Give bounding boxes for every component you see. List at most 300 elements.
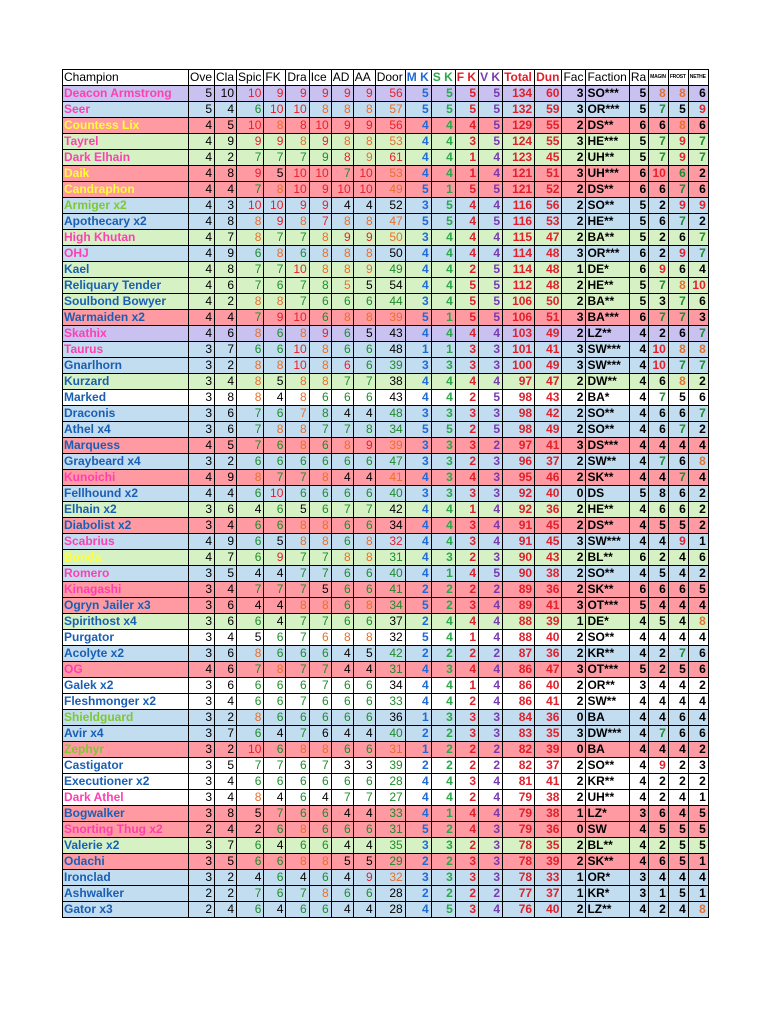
rank-cell: 4 <box>629 406 648 422</box>
stat-cell: 6 <box>237 454 264 470</box>
stat-cell: 6 <box>286 486 309 502</box>
affinity-cell: 8 <box>668 374 688 390</box>
stat-cell: 9 <box>215 134 237 150</box>
affinity-cell: 2 <box>688 518 708 534</box>
stat-cell: 4 <box>479 326 503 342</box>
stat-cell: 51 <box>535 310 562 326</box>
stat-cell: 3 <box>405 294 431 310</box>
stat-cell: 3 <box>431 470 455 486</box>
stat-cell: 4 <box>479 790 503 806</box>
affinity-cell: 2 <box>688 486 708 502</box>
stat-cell: 5 <box>405 630 431 646</box>
stat-cell: 4 <box>479 630 503 646</box>
stat-cell: 6 <box>264 342 286 358</box>
faction-cell: LZ** <box>586 902 629 918</box>
stat-cell: 8 <box>286 422 309 438</box>
stat-cell: 7 <box>237 438 264 454</box>
table-row <box>63 726 709 742</box>
affinity-cell: 4 <box>649 870 669 886</box>
stat-cell: 5 <box>405 422 431 438</box>
rank-cell: 4 <box>629 470 648 486</box>
stat-cell: 6 <box>331 742 353 758</box>
stat-cell: 49 <box>535 358 562 374</box>
stat-cell: 4 <box>431 678 455 694</box>
faction-cell: BL** <box>586 838 629 854</box>
stat-cell: 4 <box>479 598 503 614</box>
stat-cell: 8 <box>286 118 309 134</box>
stat-cell: 9 <box>331 86 353 102</box>
stat-cell: 7 <box>309 550 331 566</box>
stat-cell: 10 <box>286 102 309 118</box>
stat-cell: 6 <box>215 598 237 614</box>
stat-cell: 3 <box>479 726 503 742</box>
rank-cell: 6 <box>629 582 648 598</box>
stat-cell: 42 <box>375 502 405 518</box>
stat-cell: 35 <box>535 726 562 742</box>
affinity-cell: 9 <box>668 198 688 214</box>
stat-cell: 4 <box>189 118 215 134</box>
stat-cell: 4 <box>479 774 503 790</box>
stat-cell: 5 <box>479 566 503 582</box>
stat-cell: 4 <box>431 614 455 630</box>
stat-cell: 2 <box>479 758 503 774</box>
stat-cell: 8 <box>309 342 331 358</box>
stat-cell: 3 <box>189 582 215 598</box>
stat-cell: 3 <box>405 406 431 422</box>
stat-cell: 5 <box>431 86 455 102</box>
stat-cell: 1 <box>455 502 478 518</box>
stat-cell: 9 <box>353 118 375 134</box>
affinity-cell: 4 <box>649 534 669 550</box>
rank-cell: 4 <box>629 326 648 342</box>
stat-cell: 8 <box>215 214 237 230</box>
affinity-cell: 7 <box>649 134 669 150</box>
stat-cell: 2 <box>215 150 237 166</box>
stat-cell: 3 <box>479 838 503 854</box>
stat-cell: 2 <box>405 614 431 630</box>
stat-cell: 8 <box>353 630 375 646</box>
column-header: Champion <box>63 70 189 86</box>
rank-cell: 4 <box>629 774 648 790</box>
stat-cell: 4 <box>215 310 237 326</box>
stat-cell: 5 <box>215 438 237 454</box>
stat-cell: 2 <box>562 758 586 774</box>
stat-cell: 6 <box>353 566 375 582</box>
stat-cell: 1 <box>562 262 586 278</box>
stat-cell: 6 <box>309 774 331 790</box>
champion-name: Seer <box>63 102 189 118</box>
stat-cell: 3 <box>189 774 215 790</box>
affinity-cell: 7 <box>668 214 688 230</box>
stat-cell: 57 <box>375 102 405 118</box>
table-row <box>63 486 709 502</box>
stat-cell: 5 <box>353 854 375 870</box>
stat-cell: 7 <box>215 726 237 742</box>
rank-cell: 4 <box>629 630 648 646</box>
affinity-cell: 2 <box>649 902 669 918</box>
stat-cell: 103 <box>503 326 535 342</box>
affinity-cell: 2 <box>649 646 669 662</box>
stat-cell: 7 <box>237 150 264 166</box>
stat-cell: 28 <box>375 902 405 918</box>
stat-cell: 3 <box>455 870 478 886</box>
stat-cell: 89 <box>503 582 535 598</box>
column-header: Total <box>503 70 535 86</box>
table-row <box>63 854 709 870</box>
stat-cell: 8 <box>237 358 264 374</box>
rank-cell: 3 <box>629 806 648 822</box>
stat-cell: 2 <box>455 422 478 438</box>
stat-cell: 2 <box>455 262 478 278</box>
champion-name: Daik <box>63 166 189 182</box>
stat-cell: 4 <box>455 806 478 822</box>
stat-cell: 1 <box>431 566 455 582</box>
stat-cell: 3 <box>479 710 503 726</box>
stat-cell: 4 <box>431 262 455 278</box>
affinity-cell: 2 <box>688 422 708 438</box>
stat-cell: 4 <box>331 870 353 886</box>
stat-cell: 35 <box>535 838 562 854</box>
affinity-cell: 2 <box>688 678 708 694</box>
affinity-cell: 6 <box>668 262 688 278</box>
stat-cell: 39 <box>375 358 405 374</box>
stat-cell: 124 <box>503 134 535 150</box>
affinity-cell: 9 <box>688 102 708 118</box>
stat-cell: 8 <box>309 518 331 534</box>
stat-cell: 3 <box>431 870 455 886</box>
faction-cell: KR* <box>586 886 629 902</box>
affinity-cell: 6 <box>649 582 669 598</box>
rank-cell: 5 <box>629 214 648 230</box>
stat-cell: 7 <box>237 422 264 438</box>
champion-name: Snorting Thug x2 <box>63 822 189 838</box>
table-row <box>63 214 709 230</box>
stat-cell: 97 <box>503 374 535 390</box>
stat-cell: 8 <box>309 246 331 262</box>
stat-cell: 10 <box>286 166 309 182</box>
stat-cell: 4 <box>431 246 455 262</box>
stat-cell: 7 <box>264 230 286 246</box>
table-row <box>63 662 709 678</box>
affinity-cell: 6 <box>649 214 669 230</box>
stat-cell: 8 <box>215 262 237 278</box>
stat-cell: 48 <box>375 406 405 422</box>
champion-name: Candraphon <box>63 182 189 198</box>
stat-cell: 4 <box>405 694 431 710</box>
stat-cell: 76 <box>503 902 535 918</box>
affinity-cell: 8 <box>649 486 669 502</box>
stat-cell: 2 <box>431 886 455 902</box>
table-row <box>63 246 709 262</box>
stat-cell: 40 <box>535 678 562 694</box>
stat-cell: 45 <box>535 534 562 550</box>
stat-cell: 8 <box>264 294 286 310</box>
stat-cell: 3 <box>189 870 215 886</box>
stat-cell: 10 <box>286 182 309 198</box>
table-row <box>63 326 709 342</box>
stat-cell: 9 <box>309 182 331 198</box>
table-row <box>63 518 709 534</box>
affinity-cell: 4 <box>649 598 669 614</box>
stat-cell: 3 <box>405 838 431 854</box>
affinity-cell: 4 <box>649 470 669 486</box>
stat-cell: 6 <box>309 310 331 326</box>
stat-cell: 2 <box>405 886 431 902</box>
stat-cell: 10 <box>237 86 264 102</box>
stat-cell: 8 <box>237 390 264 406</box>
stat-cell: 2 <box>562 390 586 406</box>
stat-cell: 9 <box>353 262 375 278</box>
table-row <box>63 150 709 166</box>
rank-cell: 4 <box>629 438 648 454</box>
rank-cell: 4 <box>629 726 648 742</box>
stat-cell: 6 <box>309 870 331 886</box>
champion-table <box>62 69 709 918</box>
stat-cell: 2 <box>562 566 586 582</box>
affinity-cell: 1 <box>688 854 708 870</box>
stat-cell: 8 <box>286 374 309 390</box>
affinity-cell: 6 <box>649 854 669 870</box>
stat-cell: 55 <box>535 118 562 134</box>
table-row <box>63 470 709 486</box>
stat-cell: 4 <box>455 198 478 214</box>
stat-cell: 8 <box>353 102 375 118</box>
stat-cell: 4 <box>431 518 455 534</box>
stat-cell: 61 <box>375 150 405 166</box>
column-header: Cla <box>215 70 237 86</box>
stat-cell: 48 <box>375 342 405 358</box>
stat-cell: 8 <box>309 230 331 246</box>
stat-cell: 4 <box>353 198 375 214</box>
rank-cell: 5 <box>629 230 648 246</box>
table-row <box>63 710 709 726</box>
affinity-cell: 2 <box>649 198 669 214</box>
table-row <box>63 550 709 566</box>
affinity-cell: 6 <box>649 182 669 198</box>
stat-cell: 7 <box>215 550 237 566</box>
stat-cell: 4 <box>189 438 215 454</box>
stat-cell: 8 <box>331 438 353 454</box>
stat-cell: 51 <box>535 166 562 182</box>
stat-cell: 8 <box>264 662 286 678</box>
table-row <box>63 118 709 134</box>
stat-cell: 4 <box>189 550 215 566</box>
stat-cell: 8 <box>264 246 286 262</box>
column-header: V K <box>479 70 503 86</box>
affinity-cell: 4 <box>668 630 688 646</box>
stat-cell: 8 <box>331 134 353 150</box>
stat-cell: 56 <box>375 86 405 102</box>
stat-cell: 7 <box>353 502 375 518</box>
stat-cell: 5 <box>431 102 455 118</box>
stat-cell: 9 <box>353 150 375 166</box>
stat-cell: 32 <box>375 870 405 886</box>
affinity-cell: 10 <box>649 358 669 374</box>
stat-cell: 5 <box>479 102 503 118</box>
stat-cell: 8 <box>309 534 331 550</box>
stat-cell: 78 <box>503 854 535 870</box>
stat-cell: 5 <box>331 854 353 870</box>
affinity-cell: 4 <box>688 710 708 726</box>
stat-cell: 6 <box>331 486 353 502</box>
stat-cell: 2 <box>215 454 237 470</box>
affinity-cell: 4 <box>668 550 688 566</box>
stat-cell: 6 <box>331 678 353 694</box>
stat-cell: 47 <box>375 214 405 230</box>
stat-cell: 10 <box>286 358 309 374</box>
stat-cell: 6 <box>286 902 309 918</box>
affinity-cell: 8 <box>688 614 708 630</box>
faction-cell: LZ** <box>586 326 629 342</box>
stat-cell: 40 <box>535 486 562 502</box>
stat-cell: 39 <box>535 742 562 758</box>
affinity-cell: 8 <box>688 454 708 470</box>
stat-cell: 56 <box>535 198 562 214</box>
faction-cell: LZ* <box>586 806 629 822</box>
stat-cell: 1 <box>431 310 455 326</box>
affinity-cell: 4 <box>668 678 688 694</box>
stat-cell: 6 <box>264 742 286 758</box>
stat-cell: 3 <box>455 486 478 502</box>
stat-cell: 9 <box>264 86 286 102</box>
stat-cell: 4 <box>405 550 431 566</box>
champion-name: High Khutan <box>63 230 189 246</box>
stat-cell: 2 <box>215 710 237 726</box>
stat-cell: 3 <box>562 102 586 118</box>
stat-cell: 4 <box>264 726 286 742</box>
stat-cell: 79 <box>503 822 535 838</box>
stat-cell: 3 <box>189 726 215 742</box>
stat-cell: 4 <box>264 838 286 854</box>
faction-cell: BA** <box>586 230 629 246</box>
stat-cell: 2 <box>405 646 431 662</box>
affinity-cell: 4 <box>668 870 688 886</box>
faction-cell: DW** <box>586 374 629 390</box>
stat-cell: 4 <box>431 502 455 518</box>
stat-cell: 6 <box>237 854 264 870</box>
champion-name: Zephyr <box>63 742 189 758</box>
affinity-cell: 7 <box>649 150 669 166</box>
stat-cell: 7 <box>286 582 309 598</box>
stat-cell: 82 <box>503 758 535 774</box>
table-row <box>63 822 709 838</box>
stat-cell: 2 <box>479 438 503 454</box>
stat-cell: 1 <box>562 806 586 822</box>
column-header: Door <box>375 70 405 86</box>
stat-cell: 8 <box>237 214 264 230</box>
stat-cell: 40 <box>375 486 405 502</box>
stat-cell: 3 <box>189 598 215 614</box>
table-row <box>63 646 709 662</box>
stat-cell: 50 <box>375 230 405 246</box>
stat-cell: 6 <box>309 294 331 310</box>
champion-name: Acolyte x2 <box>63 646 189 662</box>
stat-cell: 10 <box>286 262 309 278</box>
stat-cell: 5 <box>215 566 237 582</box>
affinity-cell: 6 <box>688 726 708 742</box>
rank-cell: 4 <box>629 358 648 374</box>
stat-cell: 1 <box>405 742 431 758</box>
affinity-cell: 3 <box>688 310 708 326</box>
stat-cell: 2 <box>562 182 586 198</box>
stat-cell: 5 <box>405 102 431 118</box>
stat-cell: 98 <box>503 406 535 422</box>
stat-cell: 78 <box>503 838 535 854</box>
affinity-cell: 6 <box>649 502 669 518</box>
stat-cell: 4 <box>405 150 431 166</box>
affinity-cell: 5 <box>688 822 708 838</box>
table-row <box>63 534 709 550</box>
affinity-cell: 2 <box>649 550 669 566</box>
affinity-cell: 7 <box>649 102 669 118</box>
stat-cell: 2 <box>431 598 455 614</box>
stat-cell: 4 <box>455 214 478 230</box>
champion-name: OG <box>63 662 189 678</box>
stat-cell: 3 <box>562 86 586 102</box>
stat-cell: 32 <box>375 630 405 646</box>
affinity-cell: 9 <box>688 198 708 214</box>
affinity-cell: 4 <box>649 742 669 758</box>
stat-cell: 2 <box>431 742 455 758</box>
stat-cell: 4 <box>189 278 215 294</box>
affinity-cell: 7 <box>688 406 708 422</box>
table-row <box>63 406 709 422</box>
stat-cell: 3 <box>455 342 478 358</box>
stat-cell: 5 <box>331 278 353 294</box>
rank-cell: 4 <box>629 342 648 358</box>
stat-cell: 4 <box>353 406 375 422</box>
faction-cell: BL** <box>586 550 629 566</box>
stat-cell: 91 <box>503 534 535 550</box>
stat-cell: 4 <box>215 790 237 806</box>
stat-cell: 2 <box>562 454 586 470</box>
stat-cell: 7 <box>237 758 264 774</box>
stat-cell: 6 <box>215 502 237 518</box>
champion-name: Galek x2 <box>63 678 189 694</box>
affinity-cell: 5 <box>649 518 669 534</box>
stat-cell: 4 <box>215 694 237 710</box>
column-header: FK <box>264 70 286 86</box>
stat-cell: 9 <box>309 198 331 214</box>
stat-cell: 6 <box>264 822 286 838</box>
affinity-cell: 3 <box>649 294 669 310</box>
column-header: S K <box>431 70 455 86</box>
stat-cell: 3 <box>405 454 431 470</box>
affinity-cell: 2 <box>688 566 708 582</box>
stat-cell: 10 <box>331 182 353 198</box>
stat-cell: 3 <box>189 454 215 470</box>
stat-cell: 3 <box>431 486 455 502</box>
stat-cell: 6 <box>353 886 375 902</box>
champion-name: Kurzard <box>63 374 189 390</box>
stat-cell: 38 <box>375 374 405 390</box>
stat-cell: 6 <box>309 502 331 518</box>
stat-cell: 8 <box>353 598 375 614</box>
stat-cell: 106 <box>503 294 535 310</box>
stat-cell: 4 <box>431 118 455 134</box>
stat-cell: 6 <box>331 886 353 902</box>
stat-cell: 4 <box>455 326 478 342</box>
stat-cell: 3 <box>479 822 503 838</box>
stat-cell: 4 <box>479 198 503 214</box>
stat-cell: 8 <box>215 806 237 822</box>
faction-cell: BA <box>586 742 629 758</box>
stat-cell: 114 <box>503 246 535 262</box>
stat-cell: 4 <box>215 486 237 502</box>
stat-cell: 2 <box>455 390 478 406</box>
stat-cell: 59 <box>535 102 562 118</box>
stat-cell: 3 <box>189 646 215 662</box>
